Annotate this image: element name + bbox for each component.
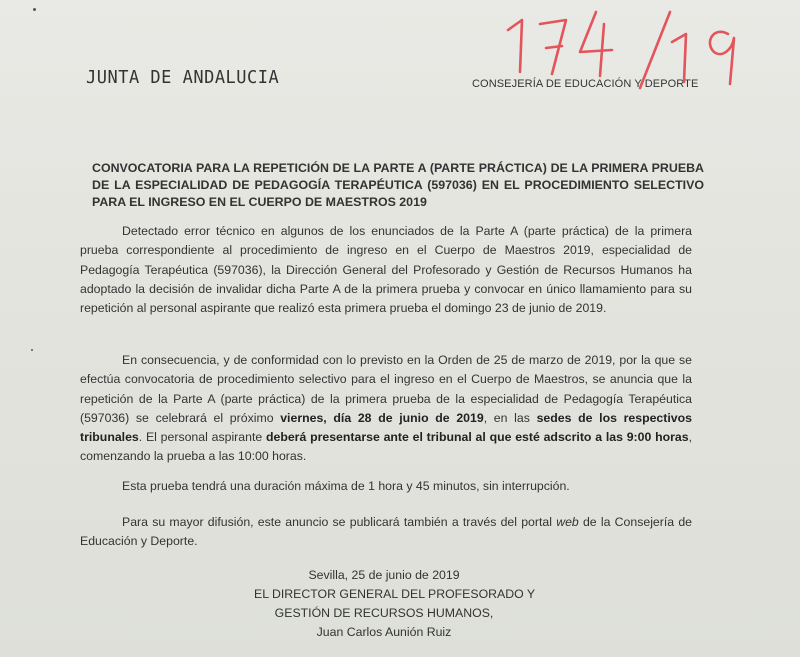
exam-date: viernes, día 28 de junio de 2019 (280, 410, 484, 425)
paragraph-text: , comenzando la prueba a las 10:00 horas. (80, 430, 692, 464)
paragraph-text: En consecuencia, y de conformidad con lo previsto en la Orden de 25 de marzo de 2019, por la que se efectúa convocatoria de procedimiento selectivo para el ingreso en el Cuerpo de Maestros, se anuncia que la repetición de la Parte A (parte práctica) de la primera prueba de la especialidad de Pedagogía Terapéutica (597036) se celebrará el próximo (80, 353, 692, 425)
signature-role-line-2: GESTIÓN DE RECURSOS HUMANOS, (274, 606, 494, 620)
paragraph-error-notice (80, 222, 692, 318)
paragraph-text: Esta prueba tendrá una duración máxima de 1 hora y 45 minutos, sin interrupción. (122, 479, 570, 493)
document-title: CONVOCATORIA PARA LA REPETICIÓN DE LA PARTE A (PARTE PRÁCTICA) DE LA PRIMERA PRUEBA DE LA ESPECIALIDAD DE PEDAGOGÍA TERAPÉUTICA (597036) EN EL PROCEDIMIENTO SELECTIVO PARA EL INGRESO EN EL CUERPO DE MAESTROS 2019 (92, 161, 704, 209)
web-term: web (556, 515, 579, 529)
signature-role-line-1: EL DIRECTOR GENERAL DEL PROFESORADO Y (254, 587, 536, 601)
exam-venue: sedes de los respectivos tribunales (80, 410, 692, 445)
signature-block (254, 566, 536, 642)
paper-speck (31, 349, 33, 351)
signatory-name: Juan Carlos Aunión Ruiz (316, 625, 452, 639)
paragraph-text: , en las (483, 410, 537, 425)
paragraph-convocation (80, 351, 692, 467)
paper-speck (33, 8, 36, 11)
paragraph-text: Para su mayor difusión, este anuncio se publicará también a través del portal (122, 515, 557, 529)
paragraph-text: Detectado error técnico en algunos de los enunciados de la Parte A (parte práctica) de la primera prueba correspondiente al procedimiento de ingreso en el Cuerpo de Maestros 2019, especialidad de Pedagogía Terapéutica (597036), la Dirección General del Profesorado y Gestión de Recursos Humanos ha adoptado la decisión de invalidar dicha Parte A de la primera prueba y convocar en único llamamiento para su repetición al personal aspirante que realizó esta primera prueba el domingo 23 de junio de 2019. (80, 224, 692, 316)
signature-place-date: Sevilla, 25 de junio de 2019 (308, 568, 460, 582)
department-name: CONSEJERÍA DE EDUCACIÓN Y DEPORTE (472, 78, 699, 90)
paragraph-duration (80, 477, 692, 496)
handwritten-reference-number (500, 2, 760, 92)
paragraph-text: de la Consejería de Educación y Deporte. (80, 515, 693, 549)
organization-name: JUNTA DE ANDALUCIA (86, 67, 280, 89)
paragraph-text: . El personal aspirante (138, 430, 266, 445)
paragraph-publication (80, 513, 692, 552)
presentation-time: deberá presentarse ante el tribunal al que esté adscrito a las 9:00 horas (265, 430, 689, 445)
